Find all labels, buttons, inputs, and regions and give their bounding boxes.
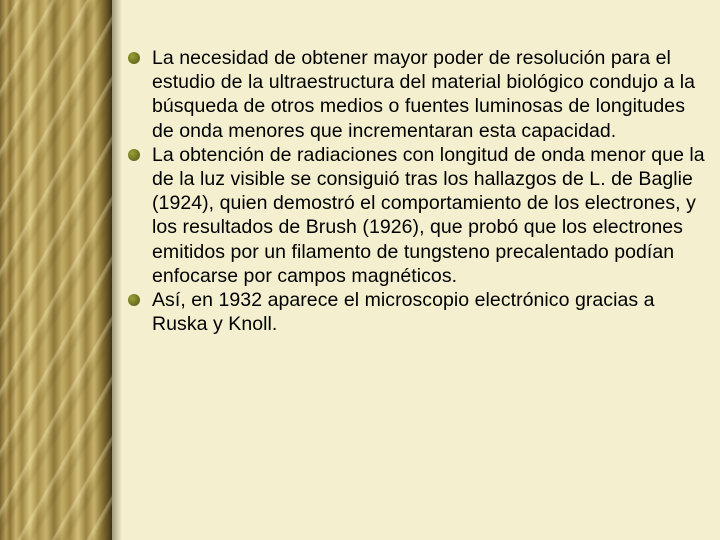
- bullet-text: La obtención de radiaciones con longitud de onda menor que la de la luz visible se consiguió tras los hallazgos de L. de Baglie (1924), quien demostró el comportamiento de los electrones, y los resultados de Brush (1926), que probó que los electrones emitidos por un filamento de tungsteno precalentado podían enfocarse por campos magnéticos.: [152, 143, 705, 287]
- bullet-list: [126, 46, 710, 336]
- bullet-item: [126, 143, 710, 288]
- bullet-text: La necesidad de obtener mayor poder de resolución para el estudio de la ultraestructura del material biológico condujo a la búsqueda de otros medios o fuentes luminosas de longitudes de onda menores que incrementaran esta capacidad.: [152, 47, 696, 142]
- bullet-text: Así, en 1932 aparece el microscopio electrónico gracias a Ruska y Knoll.: [152, 289, 655, 336]
- decorative-gold-bar: [0, 0, 112, 540]
- bullet-dot-icon: [128, 52, 140, 64]
- bullet-dot-icon: [128, 294, 140, 306]
- gold-bar-shadow: [112, 0, 122, 540]
- bullet-item: [126, 46, 710, 143]
- bullet-item: [126, 288, 710, 336]
- bullet-dot-icon: [128, 149, 140, 161]
